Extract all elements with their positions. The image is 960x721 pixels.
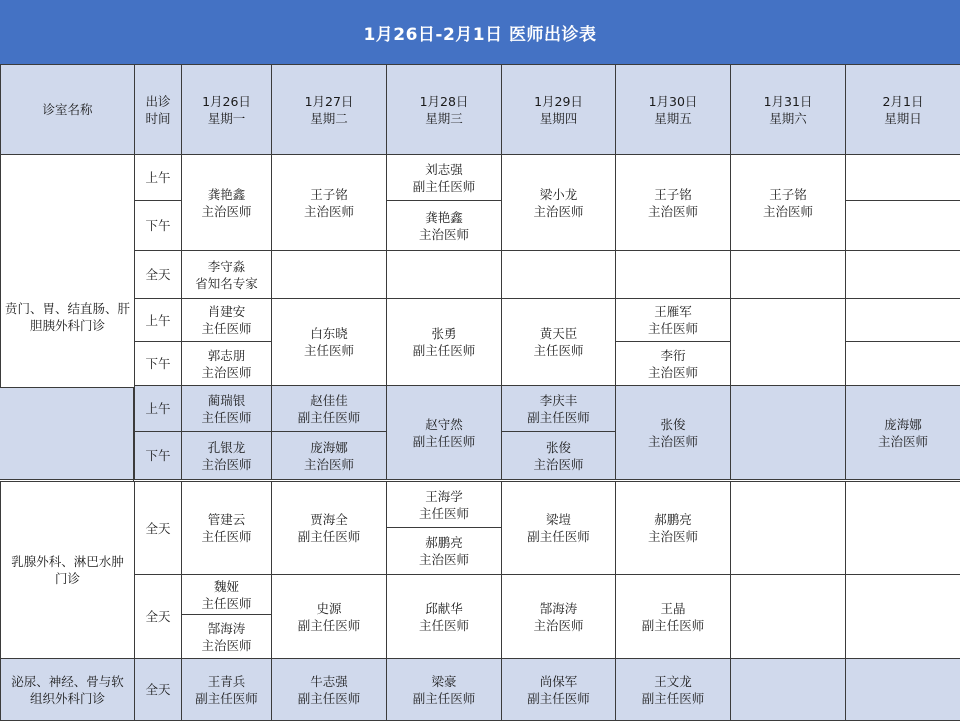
empty-cell	[387, 251, 502, 299]
schedule-cell: 郭志朋 主治医师	[182, 342, 272, 386]
schedule-row	[1, 659, 960, 721]
schedule-cell: 郝鹏亮 主治医师	[387, 528, 502, 575]
day-header: 1月26日 星期一	[182, 65, 272, 155]
schedule-cell: 郜海涛 主治医师	[182, 615, 272, 659]
schedule-cell: 史源 副主任医师	[272, 575, 387, 659]
schedule-cell: 邱献华 主任医师	[387, 575, 502, 659]
empty-cell	[616, 251, 731, 299]
empty-cell	[731, 659, 846, 721]
schedule-cell: 龚艳鑫 主治医师	[182, 155, 272, 251]
schedule-cell: 李庆丰 副主任医师	[502, 386, 616, 432]
empty-cell	[846, 299, 960, 342]
empty-cell	[502, 251, 616, 299]
empty-cell	[731, 575, 846, 659]
schedule-row	[1, 251, 960, 299]
day-header: 1月28日 星期三	[387, 65, 502, 155]
empty-cell	[731, 299, 846, 386]
empty-cell	[731, 482, 846, 575]
empty-cell	[731, 251, 846, 299]
schedule-cell: 赵守然 副主任医师	[387, 386, 502, 480]
schedule-cell: 张俊 主治医师	[502, 432, 616, 480]
period-cell: 上午	[135, 299, 182, 342]
dept-cell: 贲门、胃、结直肠、肝 胆胰外科门诊	[1, 155, 135, 480]
day-header: 1月30日 星期五	[616, 65, 731, 155]
schedule-cell: 王文龙 副主任医师	[616, 659, 731, 721]
schedule-cell: 赵佳佳 副主任医师	[272, 386, 387, 432]
day-header: 1月31日 星期六	[731, 65, 846, 155]
schedule-cell: 肖建安 主任医师	[182, 299, 272, 342]
schedule-cell: 李守淼 省知名专家	[182, 251, 272, 299]
schedule-cell: 管建云 主任医师	[182, 482, 272, 575]
schedule-cell: 王青兵 副主任医师	[182, 659, 272, 721]
schedule-cell: 尚保军 副主任医师	[502, 659, 616, 721]
dept-cell	[0, 387, 133, 480]
schedule-cell: 龚艳鑫 主治医师	[387, 201, 502, 251]
schedule-cell: 王晶 副主任医师	[616, 575, 731, 659]
schedule-cell: 刘志强 副主任医师	[387, 155, 502, 201]
time-header: 出诊 时间	[135, 65, 182, 155]
schedule-cell: 王雁军 主任医师	[616, 299, 731, 342]
period-cell: 上午	[135, 386, 182, 432]
period-cell: 全天	[135, 575, 182, 659]
schedule-cell: 梁小龙 主治医师	[502, 155, 616, 251]
day-header: 2月1日 星期日	[846, 65, 960, 155]
schedule-table-lower	[0, 481, 960, 721]
period-cell: 全天	[135, 482, 182, 575]
schedule-cell: 王子铭 主治医师	[616, 155, 731, 251]
empty-cell	[846, 155, 960, 201]
schedule-row	[1, 155, 960, 201]
empty-cell	[272, 251, 387, 299]
empty-cell	[846, 201, 960, 251]
schedule-row	[1, 299, 960, 342]
period-cell: 全天	[135, 659, 182, 721]
day-header: 1月29日 星期四	[502, 65, 616, 155]
empty-cell	[846, 482, 960, 575]
schedule-table	[0, 64, 960, 480]
schedule-cell: 张勇 副主任医师	[387, 299, 502, 386]
empty-cell	[846, 575, 960, 659]
period-cell: 下午	[135, 201, 182, 251]
schedule-cell: 蔺瑞银 主任医师	[182, 386, 272, 432]
empty-cell	[846, 251, 960, 299]
schedule-cell: 庞海娜 主治医师	[846, 386, 960, 480]
day-header: 1月27日 星期二	[272, 65, 387, 155]
schedule-cell: 贾海全 副主任医师	[272, 482, 387, 575]
schedule-cell: 牛志强 副主任医师	[272, 659, 387, 721]
schedule-cell: 李衎 主治医师	[616, 342, 731, 386]
schedule-cell: 黄天臣 主任医师	[502, 299, 616, 386]
empty-cell	[846, 659, 960, 721]
schedule-row	[1, 482, 960, 528]
header-row	[1, 65, 960, 155]
schedule-title: 1月26日-2月1日 医师出诊表	[0, 0, 960, 64]
schedule-cell: 庞海娜 主治医师	[272, 432, 387, 480]
schedule-cell: 梁塏 副主任医师	[502, 482, 616, 575]
schedule-cell: 郜海涛 主治医师	[502, 575, 616, 659]
period-cell: 下午	[135, 342, 182, 386]
schedule-cell: 王海学 主任医师	[387, 482, 502, 528]
empty-cell	[846, 342, 960, 386]
dept-cell: 乳腺外科、淋巴水肿 门诊	[1, 482, 135, 659]
period-cell: 全天	[135, 251, 182, 299]
dept-header: 诊室名称	[1, 65, 135, 155]
schedule-cell: 孔银龙 主治医师	[182, 432, 272, 480]
period-cell: 下午	[135, 432, 182, 480]
schedule-cell: 魏娅 主任医师	[182, 575, 272, 615]
schedule-row	[1, 575, 960, 615]
schedule-cell: 梁豪 副主任医师	[387, 659, 502, 721]
schedule-cell: 王子铭 主治医师	[731, 155, 846, 251]
schedule-cell: 白东晓 主任医师	[272, 299, 387, 386]
schedule-cell: 张俊 主治医师	[616, 386, 731, 480]
empty-cell	[731, 386, 846, 480]
schedule-cell: 郝鹏亮 主治医师	[616, 482, 731, 575]
schedule-cell: 王子铭 主治医师	[272, 155, 387, 251]
dept-cell: 泌尿、神经、骨与软 组织外科门诊	[1, 659, 135, 721]
schedule-row	[1, 386, 960, 432]
period-cell: 上午	[135, 155, 182, 201]
